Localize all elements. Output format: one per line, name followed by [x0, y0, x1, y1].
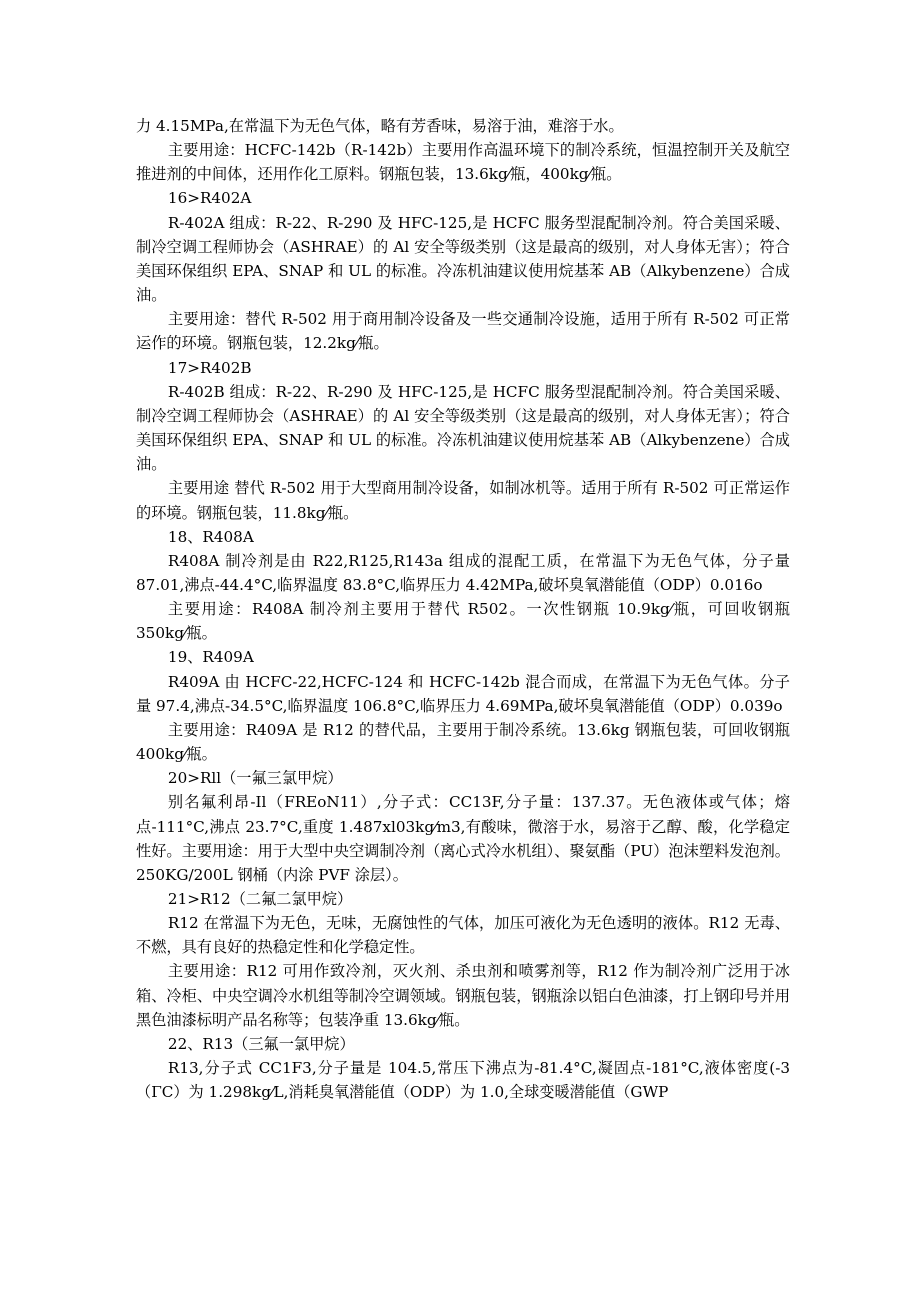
heading-r409a: 19、R409A [167, 648, 254, 667]
heading-r12: 21>R12（二氟二氯甲烷） [167, 890, 353, 908]
heading-r11: 20>Rll（一氟三氯甲烷） [167, 769, 343, 788]
paragraph-r409a-usage: 主要用途：R409A 是 R12 的替代品，主要用于制冷系统。13.6kg 钢瓶包装，可回收钢瓶 400kg⁄瓶。 [136, 720, 790, 764]
paragraph-r402a-usage: 主要用途：替代 R-502 用于商用制冷设备及一些交通制冷设施，适用于所有 R-502 可正常运作的环境。钢瓶包装，12.2kg⁄瓶。 [136, 310, 790, 353]
paragraph-r409a-description: R409A 由 HCFC-22,HCFC-124 和 HCFC-142b 混合而成，在常温下为无色气体。分子量 97.4,沸点-34.5°C,临界温度 106.8°C,临界压力 4.69MPa,破坏臭氧潜能值（ODP）0.039o [136, 672, 790, 715]
heading-r402a: 16>R402A [167, 189, 252, 208]
paragraph-r402b-composition: R-402B 组成：R-22、R-290 及 HFC-125,是 HCFC 服务型混配制冷剂。符合美国采暖、制冷空调工程师协会（ASHRAE）的 Al 安全等级类别（这是最高的级别，对人身体无害）；符合美国环保组织 EPA、SNAP 和 UL 的标准。冷冻机油建议使用烷基苯 AB（Alkybenzene）合成油。 [136, 382, 790, 474]
paragraph-r12-usage: 主要用途：R12 可用作致冷剂，灭火剂、杀虫剂和喷雾剂等，R12 作为制冷剂广泛用于冰箱、冷柜、中央空调冷水机组等制冷空调领域。钢瓶包装，钢瓶涂以铝白色油漆，打上钢印号并用黑色油漆标明产品名称等；包装净重 13.6kg⁄瓶。 [136, 962, 790, 1029]
document-page [136, 114, 790, 1104]
heading-r13: 22、R13（三氟一氯甲烷） [167, 1034, 355, 1053]
paragraph-r402a-composition: R-402A 组成：R-22、R-290 及 HFC-125,是 HCFC 服务型混配制冷剂。符合美国采暖、制冷空调工程师协会（ASHRAE）的 Al 安全等级类别（这是最高的级别，对人身体无害）；符合美国环保组织 EPA、SNAP 和 UL 的标准。冷冻机油建议使用烷基苯 AB（Alkybenzene）合成油。 [136, 213, 790, 305]
paragraph-r408a-usage: 主要用途：R408A 制冷剂主要用于替代 R502。一次性钢瓶 10.9kg⁄瓶，可回收钢瓶 350kg⁄瓶。 [136, 600, 790, 643]
paragraph-r13-description: R13,分子式 CC1F3,分子量是 104.5,常压下沸点为-81.4°C,凝固点-181°C,液体密度(-3（ΓC）为 1.298kg⁄L,消耗臭氧潜能值（ODP）为 1.0,全球变暖潜能值（GWP [136, 1059, 790, 1102]
paragraph-r142b-usage: 主要用途：HCFC-142b（R-142b）主要用作高温环境下的制冷系统，恒温控制开关及航空推进剂的中间体，还用作化工原料。钢瓶包装，13.6kg⁄瓶，400kg⁄瓶。 [136, 141, 790, 184]
paragraph-r402b-usage: 主要用途 替代 R-502 用于大型商用制冷设备，如制冰机等。适用于所有 R-502 可正常运作的环境。钢瓶包装，11.8kg⁄瓶。 [136, 479, 790, 522]
paragraph-r11-description: 别名氟利昂-Il（FREoN11）,分子式：CC13F,分子量：137.37。无色液体或气体；熔点-111°C,沸点 23.7°C,重度 1.487xl03kg⁄m3,有酸味，微溶于水，易溶于乙醇、酸，化学稳定性好。主要用途：用于大型中央空调制冷剂（离心式冷水机组）、聚氨酯（PU）泡沫塑料发泡剂。250KG/200L 钢桶（内涂 PVF 涂层）。 [136, 793, 790, 884]
paragraph-continuation: 力 4.15MPa,在常温下为无色气体，略有芳香味，易溶于油，难溶于水。 [136, 117, 624, 135]
paragraph-r12-description: R12 在常温下为无色，无味，无腐蚀性的气体，加压可液化为无色透明的液体。R12 无毒、不燃，具有良好的热稳定性和化学稳定性。 [136, 914, 790, 957]
heading-r408a: 18、R408A [167, 527, 254, 546]
heading-r402b: 17>R402B [167, 358, 252, 377]
paragraph-r408a-description: R408A 制冷剂是由 R22,R125,R143a 组成的混配工质，在常温下为无色气体，分子量 87.01,沸点-44.4°C,临界温度 83.8°C,临界压力 4.42MPa,破坏臭氧潜能值（ODP）0.016o [136, 551, 790, 594]
